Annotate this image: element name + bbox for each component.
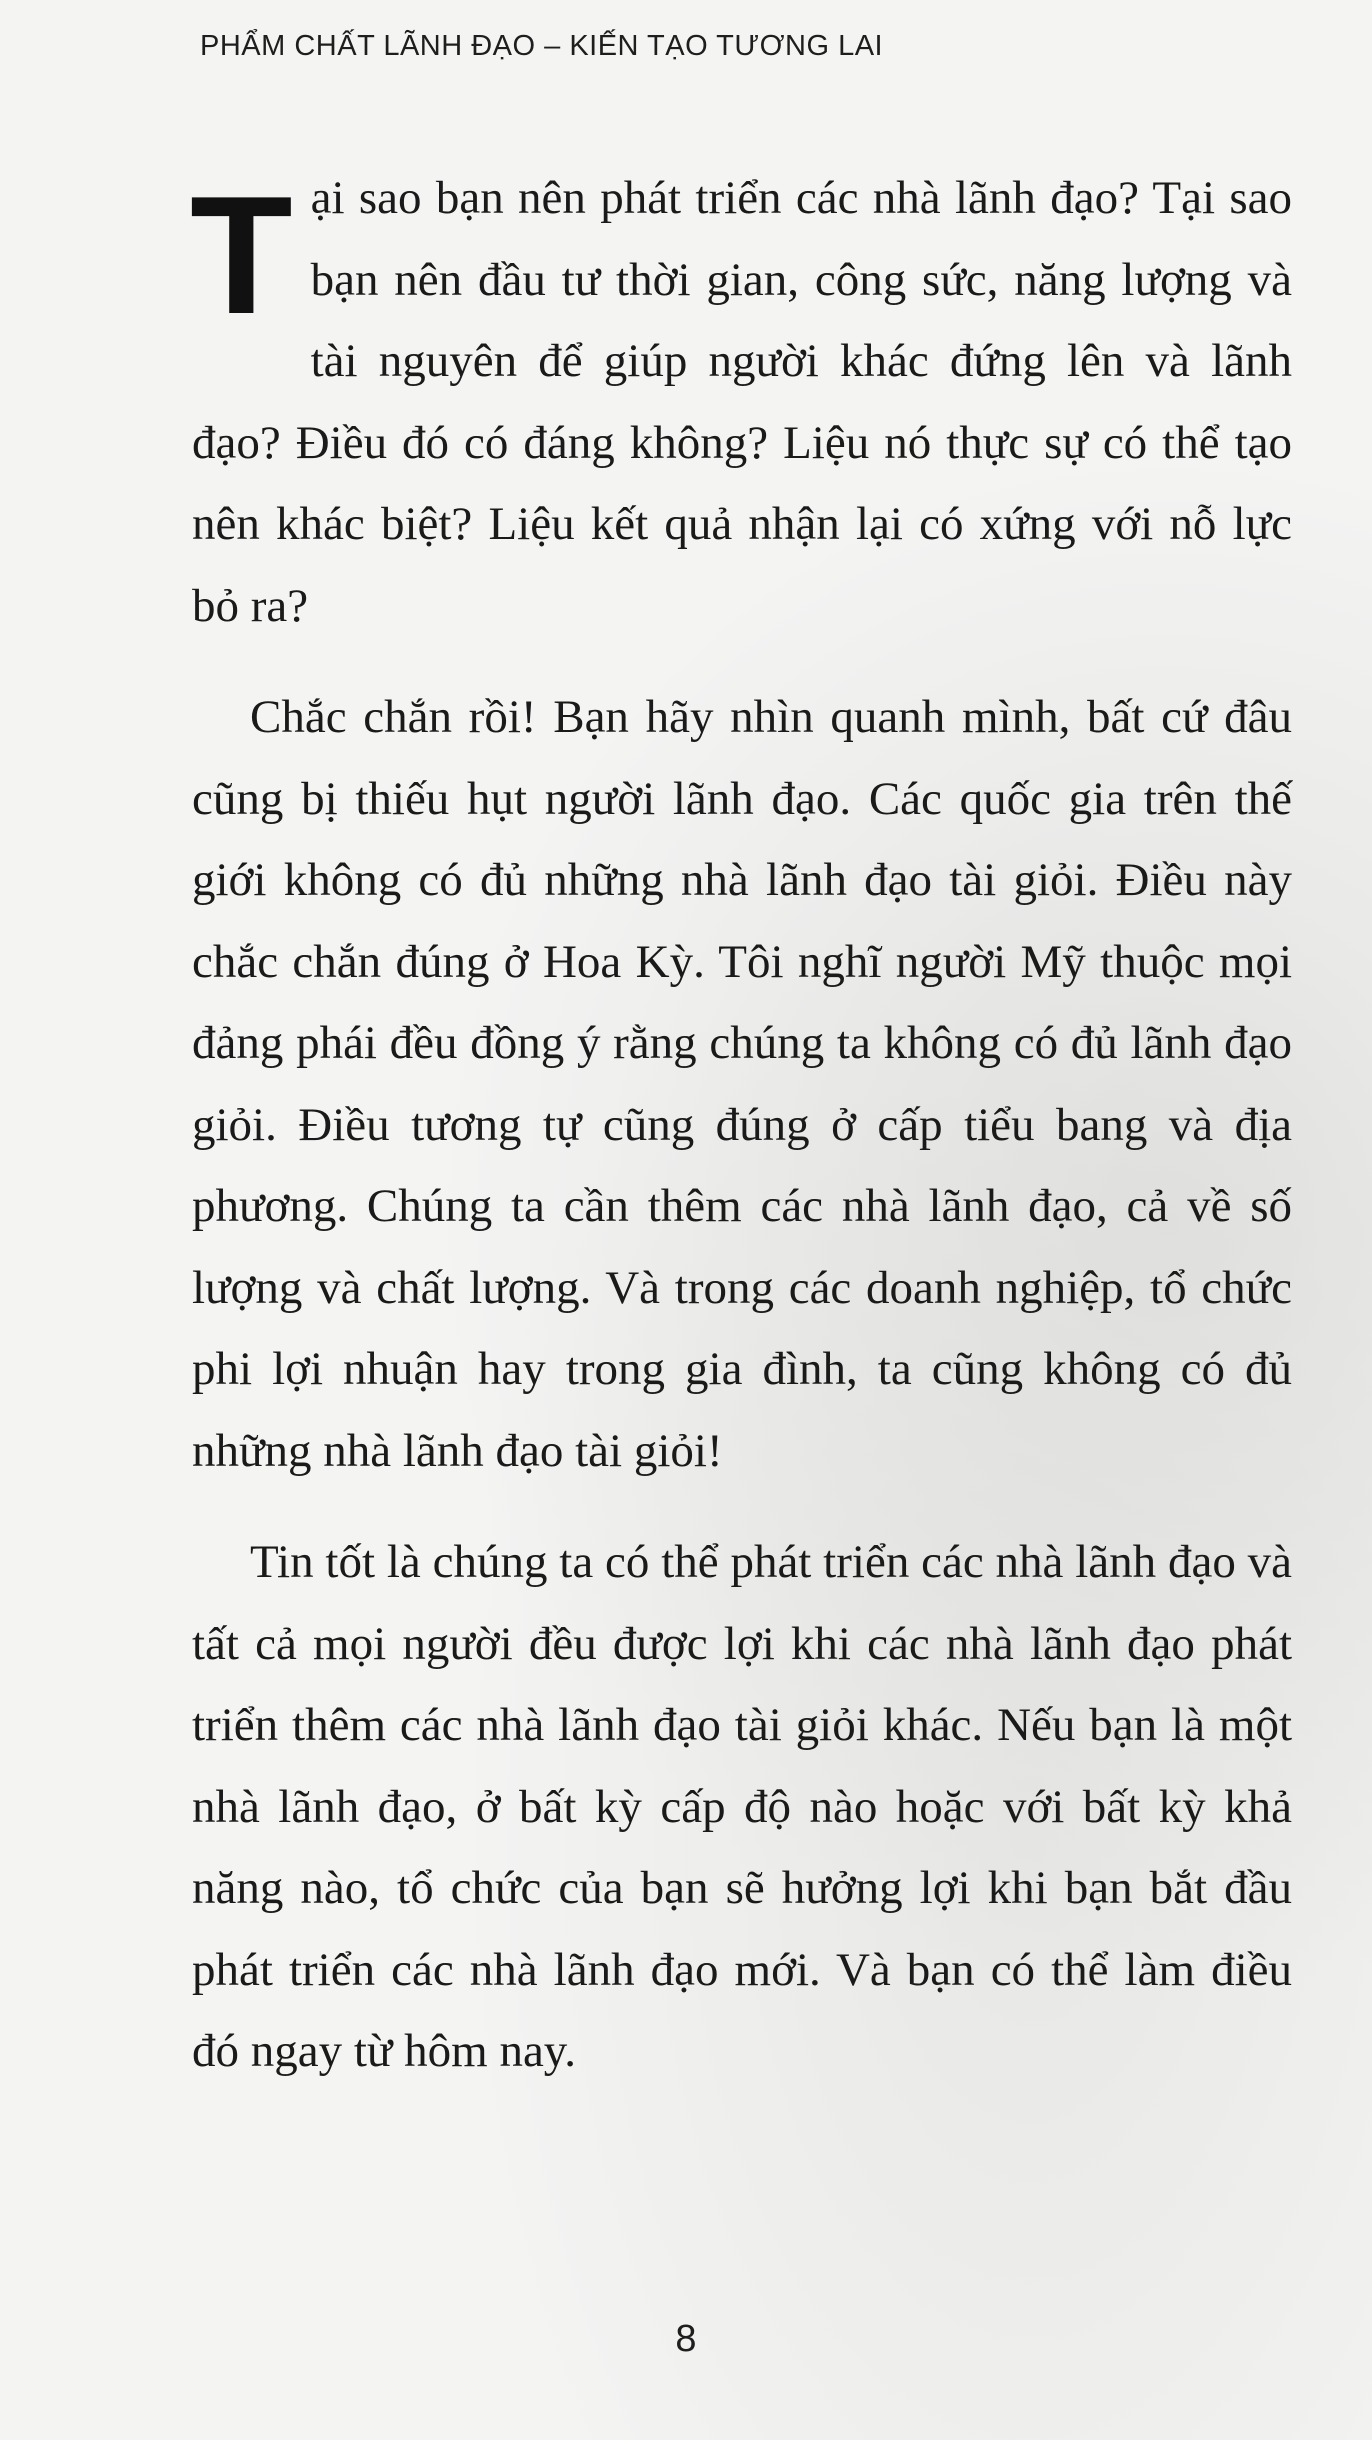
running-header: PHẨM CHẤT LÃNH ĐẠO – KIẾN TẠO TƯƠNG LAI bbox=[200, 30, 884, 62]
drop-cap: T bbox=[190, 161, 293, 349]
paragraph-3: Tin tốt là chúng ta có thể phát triển các nhà lãnh đạo và tất cả mọi người đều được lợi khi các nhà lãnh đạo phát triển thêm các nhà lãnh đạo tài giỏi khác. Nếu bạn là một nhà lãnh đạo, ở bất kỳ cấp độ nào hoặc với bất kỳ khả năng nào, tổ chức của bạn sẽ hưởng lợi khi bạn bắt đầu phát triển các nhà lãnh đạo mới. Và bạn có thể làm điều đó ngay từ hôm nay. bbox=[192, 1536, 1292, 2077]
body-text bbox=[192, 158, 1292, 2123]
paragraph-1 bbox=[192, 158, 1292, 647]
paragraph-2: Chắc chắn rồi! Bạn hãy nhìn quanh mình, bất cứ đâu cũng bị thiếu hụt người lãnh đạo. Các quốc gia trên thế giới không có đủ những nhà lãnh đạo tài giỏi. Điều này chắc chắn đúng ở Hoa Kỳ. Tôi nghĩ người Mỹ thuộc mọi đảng phái đều đồng ý rằng chúng ta không có đủ lãnh đạo giỏi. Điều tương tự cũng đúng ở cấp tiểu bang và địa phương. Chúng ta cần thêm các nhà lãnh đạo, cả về số lượng và chất lượng. Và trong các doanh nghiệp, tổ chức phi lợi nhuận hay trong gia đình, ta cũng không có đủ những nhà lãnh đạo tài giỏi! bbox=[192, 691, 1292, 1477]
page-number: 8 bbox=[675, 2318, 697, 2360]
paragraph-1-text: ại sao bạn nên phát triển các nhà lãnh đạo? Tại sao bạn nên đầu tư thời gian, công sức, năng lượng và tài nguyên để giúp người khác đứng lên và lãnh đạo? Điều đó có đáng không? Liệu nó thực sự có thể tạo nên khác biệt? Liệu kết quả nhận lại có xứng với nỗ lực bỏ ra? bbox=[192, 172, 1292, 632]
